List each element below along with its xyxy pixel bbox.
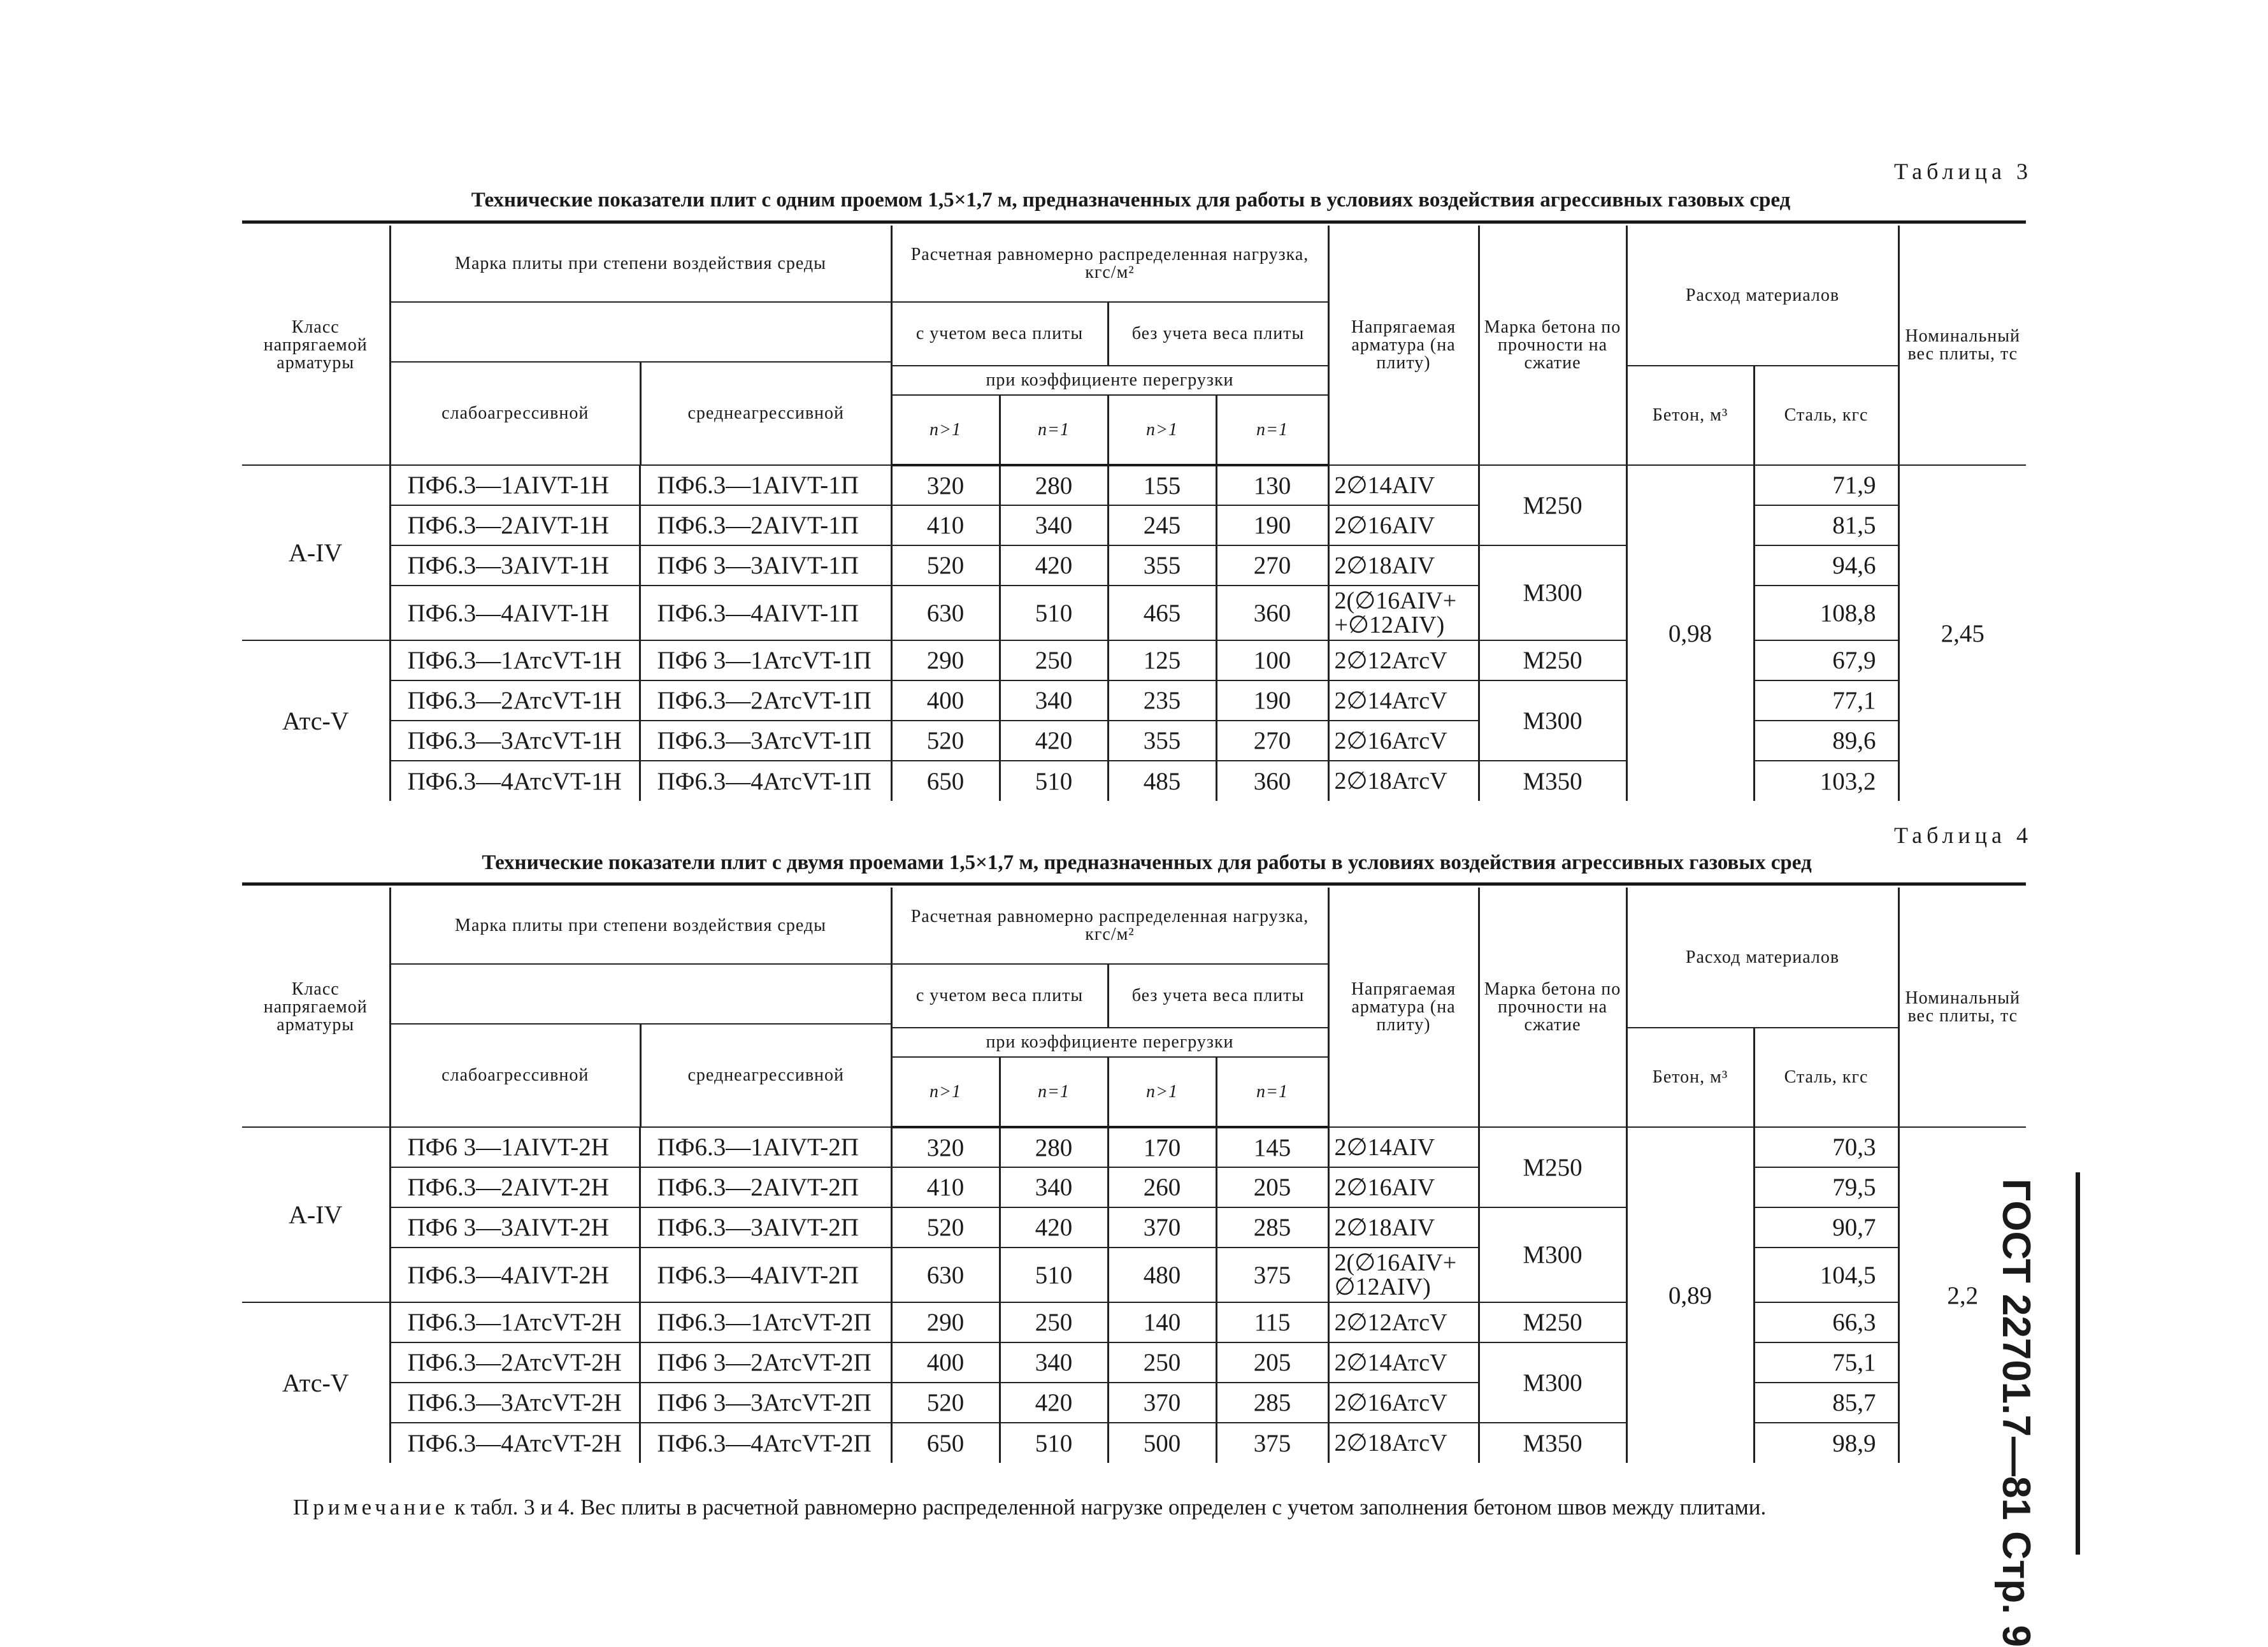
plate-weight-cell: 2,2 xyxy=(1947,1281,1979,1309)
table-cell: 420 xyxy=(1000,545,1108,586)
table-cell: ПФ6.3—2АтсVT-1Н xyxy=(390,680,640,721)
header-weak: слабоагрессивной xyxy=(391,1025,642,1126)
table-cell: ПФ6 3—1АтсVT-1П xyxy=(640,640,891,680)
table-cell: 245 xyxy=(1108,505,1216,545)
table-cell: ПФ6.3—2AIVT-2П xyxy=(640,1167,891,1207)
table-cell: 100 xyxy=(1216,640,1328,680)
table-cell: 480 xyxy=(1108,1248,1216,1302)
header-armature: Напрягаемая арматура (на плиту) xyxy=(1328,226,1479,465)
table-cell: 285 xyxy=(1216,1383,1328,1423)
header-medium: среднеагрессивной xyxy=(687,1065,845,1085)
table-cell: 2∅12АтсV xyxy=(1328,640,1479,680)
header-materials: Расход материалов xyxy=(1626,888,1898,1028)
table-cell: 71,9 xyxy=(1754,465,1898,505)
footnote-lead: Примечание xyxy=(293,1495,449,1520)
table-cell: ПФ6 3—3AIVT-1П xyxy=(640,545,891,586)
table-cell: 630 xyxy=(891,1248,1000,1302)
table-cell: 375 xyxy=(1216,1423,1328,1463)
table-cell: ПФ6 3—2АтсVT-2П xyxy=(640,1342,891,1383)
header-materials: Расход материалов xyxy=(1626,226,1898,366)
table-cell: 85,7 xyxy=(1754,1383,1898,1423)
header-weight: Номинальный вес плиты, тс xyxy=(1898,888,2026,1127)
concrete-mark-cell: М300 xyxy=(1479,680,1626,761)
header-n-gt: n>1 xyxy=(891,1057,1000,1127)
header-steel: Сталь, кгс xyxy=(1754,366,1898,465)
table-cell: 2∅16АтсV xyxy=(1328,1383,1479,1423)
table-cell: ПФ6.3—2AIVT-2Н xyxy=(390,1167,640,1207)
header-concrete: Бетон, м³ xyxy=(1626,1028,1754,1127)
header-load: Расчетная равномерно распределенная нагрузка, кгс/м² xyxy=(891,888,1328,964)
table-cell: 400 xyxy=(891,1342,1000,1383)
header-with-weight: с учетом веса плиты xyxy=(891,964,1108,1028)
table-cell: 410 xyxy=(891,505,1000,545)
concrete-mark-cell: М250 xyxy=(1479,1127,1626,1207)
concrete-mark-cell: М300 xyxy=(1479,1207,1626,1302)
table-cell: ПФ6.3—2АтсVT-1П xyxy=(640,680,891,721)
table-cell: 235 xyxy=(1108,680,1216,721)
concrete-volume-cell: 0,89 xyxy=(1626,1127,1754,1463)
header-n-gt: n>1 xyxy=(1108,395,1216,465)
table-cell: 375 xyxy=(1216,1248,1328,1302)
plate-weight-cell: 2,45 xyxy=(1941,619,1984,647)
table-cell: 420 xyxy=(1000,1383,1108,1423)
table-cell: 75,1 xyxy=(1754,1342,1898,1383)
table4 xyxy=(242,888,2026,1463)
table-cell: 104,5 xyxy=(1754,1248,1898,1302)
table-cell: 370 xyxy=(1108,1383,1216,1423)
table-cell: ПФ6.3—3АтсVT-1П xyxy=(640,721,891,761)
header-mark: Марка плиты при степени воздействия среды xyxy=(390,226,891,302)
table-cell: 340 xyxy=(1000,1342,1108,1383)
table-cell: 260 xyxy=(1108,1167,1216,1207)
table-cell: 2∅18АтсV xyxy=(1328,761,1479,801)
table-cell: 650 xyxy=(891,761,1000,801)
header-overload: при коэффициенте перегрузки xyxy=(891,1028,1328,1057)
header-steel: Сталь, кгс xyxy=(1754,1028,1898,1127)
table-cell: ПФ6.3—2AIVT-1Н xyxy=(390,505,640,545)
table-cell: 270 xyxy=(1216,545,1328,586)
table-cell: 81,5 xyxy=(1754,505,1898,545)
table-cell: 205 xyxy=(1216,1167,1328,1207)
table-cell: 2∅18AIV xyxy=(1328,1207,1479,1248)
table-cell: ПФ6.3—4AIVT-1Н xyxy=(390,586,640,640)
table-cell: 170 xyxy=(1108,1127,1216,1167)
header-n-eq: n=1 xyxy=(1216,1057,1328,1127)
table-cell: 370 xyxy=(1108,1207,1216,1248)
header-without-weight: без учета веса плиты xyxy=(1108,964,1328,1028)
concrete-mark-cell: М350 xyxy=(1479,1423,1626,1463)
table-cell: 205 xyxy=(1216,1342,1328,1383)
table-cell: 2∅14АтсV xyxy=(1328,1342,1479,1383)
table-cell: 250 xyxy=(1000,640,1108,680)
table-cell: 98,9 xyxy=(1754,1423,1898,1463)
table-cell: 340 xyxy=(1000,1167,1108,1207)
class-cell: A-IV xyxy=(242,465,390,640)
table-cell: 500 xyxy=(1108,1423,1216,1463)
table3-top-rule xyxy=(242,220,2026,224)
header-n-eq: n=1 xyxy=(1216,395,1328,465)
table-cell: ПФ6.3—4AIVT-2Н xyxy=(390,1248,640,1302)
side-page-label: ГОСТ 22701.7—81 Стр. 9 xyxy=(1994,1179,2038,1647)
table-cell: 2∅18AIV xyxy=(1328,545,1479,586)
table-cell: 420 xyxy=(1000,1207,1108,1248)
table-cell: 2(∅16AIV+ ∅12AIV) xyxy=(1328,1248,1479,1302)
table-cell: 650 xyxy=(891,1423,1000,1463)
table-cell: 2∅18АтсV xyxy=(1328,1423,1479,1463)
table4-top-rule xyxy=(242,882,2026,886)
table-cell: 2∅16AIV xyxy=(1328,1167,1479,1207)
table-cell: 89,6 xyxy=(1754,721,1898,761)
table-cell: 280 xyxy=(1000,465,1108,505)
table-cell: ПФ6.3—1АтсVT-2Н xyxy=(390,1302,640,1342)
header-with-weight: с учетом веса плиты xyxy=(891,302,1108,366)
table-cell: 2∅16АтсV xyxy=(1328,721,1479,761)
header-concrete: Бетон, м³ xyxy=(1626,366,1754,465)
table-cell: 360 xyxy=(1216,761,1328,801)
table-cell: 270 xyxy=(1216,721,1328,761)
table-cell: 2(∅16AIV+ +∅12AIV) xyxy=(1328,586,1479,640)
table-cell: 355 xyxy=(1108,545,1216,586)
table-cell: 420 xyxy=(1000,721,1108,761)
table-cell: 520 xyxy=(891,1207,1000,1248)
header-overload: при коэффициенте перегрузки xyxy=(891,366,1328,395)
header-medium: среднеагрессивной xyxy=(687,403,845,423)
table-cell: ПФ6.3—4АтсVT-1Н xyxy=(390,761,640,801)
table-cell: ПФ6.3—1АтсVT-2П xyxy=(640,1302,891,1342)
header-weight: Номинальный вес плиты, тс xyxy=(1898,226,2026,465)
table-cell: 66,3 xyxy=(1754,1302,1898,1342)
class-cell: A-IV xyxy=(242,1127,390,1302)
table-cell: 130 xyxy=(1216,465,1328,505)
header-class: Класс напрягаемой арматуры xyxy=(242,226,390,465)
header-mark-sub xyxy=(390,302,891,465)
footnote-text: к табл. 3 и 4. Вес плиты в расчетной равномерно распределенной нагрузке определен с учетом заполнения бетоном швов между плитами. xyxy=(454,1495,1767,1520)
table-cell: 485 xyxy=(1108,761,1216,801)
table-cell: 510 xyxy=(1000,586,1108,640)
table-cell: ПФ6.3—3AIVT-1Н xyxy=(390,545,640,586)
table-cell: 285 xyxy=(1216,1207,1328,1248)
concrete-mark-cell: М300 xyxy=(1479,1342,1626,1423)
concrete-mark-cell: М350 xyxy=(1479,761,1626,801)
header-weak: слабоагрессивной xyxy=(391,363,642,464)
table-cell: 250 xyxy=(1000,1302,1108,1342)
table-cell: ПФ6.3—1AIVT-1Н xyxy=(390,465,640,505)
table-cell: ПФ6.3—4AIVT-1П xyxy=(640,586,891,640)
footnote xyxy=(293,1495,2039,1520)
table-cell: 355 xyxy=(1108,721,1216,761)
table-cell: 2∅14AIV xyxy=(1328,1127,1479,1167)
table-cell: 2∅14AIV xyxy=(1328,465,1479,505)
table-cell: 79,5 xyxy=(1754,1167,1898,1207)
table3-number: Таблица 3 xyxy=(1894,159,2032,184)
table-cell: 2∅12АтсV xyxy=(1328,1302,1479,1342)
table-cell: ПФ6.3—4AIVT-2П xyxy=(640,1248,891,1302)
table-cell: 520 xyxy=(891,721,1000,761)
table-cell: ПФ6.3—2AIVT-1П xyxy=(640,505,891,545)
table-cell: 340 xyxy=(1000,680,1108,721)
table-cell: ПФ6.3—3АтсVT-1Н xyxy=(390,721,640,761)
table-cell: ПФ6.3—3AIVT-2П xyxy=(640,1207,891,1248)
table-cell: 290 xyxy=(891,1302,1000,1342)
table-cell: 510 xyxy=(1000,761,1108,801)
table-cell: ПФ6.3—1AIVT-1П xyxy=(640,465,891,505)
table4-title: Технические показатели плит с двумя проемами 1,5×1,7 м, предназначенных для работы в условиях воздействия агрессивных газовых сред xyxy=(482,851,1812,874)
table-cell: 520 xyxy=(891,545,1000,586)
table-cell: 360 xyxy=(1216,586,1328,640)
table-cell: 320 xyxy=(891,465,1000,505)
table-cell: 190 xyxy=(1216,680,1328,721)
table-cell: 108,8 xyxy=(1754,586,1898,640)
table-cell: 290 xyxy=(891,640,1000,680)
table-cell: ПФ6.3—1AIVT-2П xyxy=(640,1127,891,1167)
table-cell: 125 xyxy=(1108,640,1216,680)
table-cell: 250 xyxy=(1108,1342,1216,1383)
header-load: Расчетная равномерно распределенная нагрузка, кгс/м² xyxy=(891,226,1328,302)
header-n-gt: n>1 xyxy=(1108,1057,1216,1127)
table-cell: 320 xyxy=(891,1127,1000,1167)
concrete-mark-cell: М250 xyxy=(1479,640,1626,680)
header-concrete-mark: Марка бетона по прочности на сжатие xyxy=(1479,888,1626,1127)
header-n-eq: n=1 xyxy=(1000,1057,1108,1127)
table-cell: 115 xyxy=(1216,1302,1328,1342)
class-cell: Атс-V xyxy=(242,1302,390,1463)
table-cell: 94,6 xyxy=(1754,545,1898,586)
concrete-mark-cell: М250 xyxy=(1479,465,1626,545)
header-mark: Марка плиты при степени воздействия среды xyxy=(390,888,891,964)
table-cell: ПФ6.3—4АтсVT-2П xyxy=(640,1423,891,1463)
table-cell: 520 xyxy=(891,1383,1000,1423)
table-cell: 140 xyxy=(1108,1302,1216,1342)
table-cell: 90,7 xyxy=(1754,1207,1898,1248)
table-cell: ПФ6 3—1AIVT-2Н xyxy=(390,1127,640,1167)
table4-number: Таблица 4 xyxy=(1894,823,2032,848)
header-class: Класс напрягаемой арматуры xyxy=(242,888,390,1127)
table-cell: 510 xyxy=(1000,1423,1108,1463)
table-cell: 340 xyxy=(1000,505,1108,545)
table-cell: ПФ6.3—1АтсVT-1Н xyxy=(390,640,640,680)
table-cell: 2∅14АтсV xyxy=(1328,680,1479,721)
table-cell: 155 xyxy=(1108,465,1216,505)
table-cell: 67,9 xyxy=(1754,640,1898,680)
concrete-mark-cell: М300 xyxy=(1479,545,1626,640)
table-cell: ПФ6.3—2АтсVT-2Н xyxy=(390,1342,640,1383)
class-cell: Атс-V xyxy=(242,640,390,801)
concrete-volume-cell: 0,98 xyxy=(1626,465,1754,801)
table-cell: 190 xyxy=(1216,505,1328,545)
table-cell: ПФ6.3—4АтсVT-1П xyxy=(640,761,891,801)
table-cell: 465 xyxy=(1108,586,1216,640)
header-concrete-mark: Марка бетона по прочности на сжатие xyxy=(1479,226,1626,465)
side-rule xyxy=(2076,1172,2080,1555)
table-cell: 70,3 xyxy=(1754,1127,1898,1167)
table-cell: ПФ6 3—3AIVT-2Н xyxy=(390,1207,640,1248)
table-cell: 400 xyxy=(891,680,1000,721)
table3-title: Технические показатели плит с одним проемом 1,5×1,7 м, предназначенных для работы в условиях воздействия агрессивных газовых сред xyxy=(471,189,1791,212)
table-cell: 2∅16AIV xyxy=(1328,505,1479,545)
header-without-weight: без учета веса плиты xyxy=(1108,302,1328,366)
table3 xyxy=(242,226,2026,801)
table-cell: ПФ6.3—4АтсVT-2Н xyxy=(390,1423,640,1463)
header-mark-sub xyxy=(390,964,891,1127)
table-cell: ПФ6.3—3АтсVT-2Н xyxy=(390,1383,640,1423)
header-n-eq: n=1 xyxy=(1000,395,1108,465)
table-cell: 145 xyxy=(1216,1127,1328,1167)
table-cell: 103,2 xyxy=(1754,761,1898,801)
header-armature: Напрягаемая арматура (на плиту) xyxy=(1328,888,1479,1127)
table-cell: 410 xyxy=(891,1167,1000,1207)
concrete-mark-cell: М250 xyxy=(1479,1302,1626,1342)
header-n-gt: n>1 xyxy=(891,395,1000,465)
table-cell: 77,1 xyxy=(1754,680,1898,721)
table-cell: 510 xyxy=(1000,1248,1108,1302)
table-cell: ПФ6 3—3АтсVT-2П xyxy=(640,1383,891,1423)
table-cell: 280 xyxy=(1000,1127,1108,1167)
table-cell: 630 xyxy=(891,586,1000,640)
